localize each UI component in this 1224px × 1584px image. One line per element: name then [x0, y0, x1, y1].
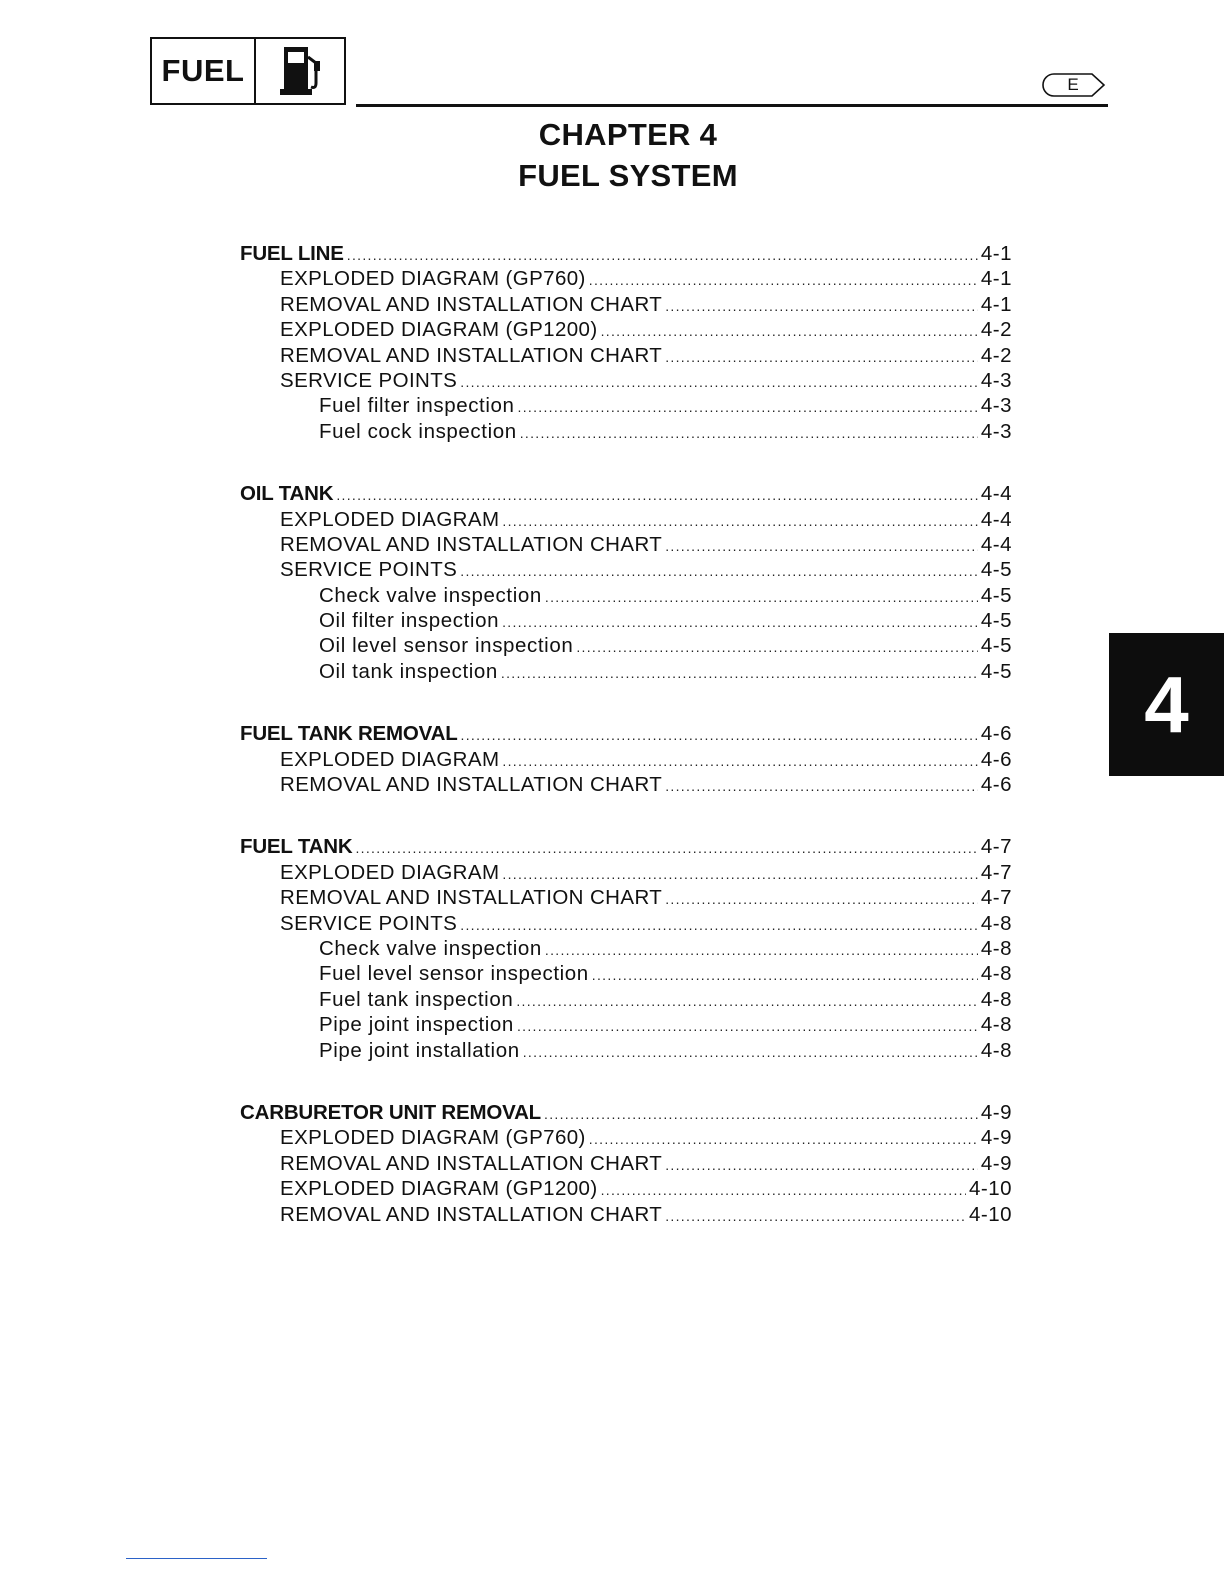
toc-subentry[interactable]: [240, 394, 1012, 419]
toc-subentry[interactable]: [240, 962, 1012, 987]
dot-leader: [601, 323, 978, 339]
toc-page-number: 4-8: [980, 962, 1012, 986]
dot-leader: [523, 1044, 978, 1060]
toc-page-number: 4-1: [980, 267, 1012, 291]
dot-leader: [665, 349, 978, 365]
dot-leader: [665, 891, 978, 907]
toc-entry-title: Fuel cock inspection: [319, 419, 517, 443]
dot-leader: [518, 399, 978, 415]
toc-page-number: 4-4: [980, 482, 1012, 506]
toc-entry-title: REMOVAL AND INSTALLATION CHART: [280, 1202, 663, 1226]
toc-section-carburetor-unit-removal[interactable]: [240, 1101, 1012, 1126]
section-gap: [240, 798, 1012, 835]
chapter-tab: [1109, 633, 1224, 776]
toc-entry-title: REMOVAL AND INSTALLATION CHART: [280, 343, 663, 367]
toc-subentry[interactable]: [240, 584, 1012, 609]
toc-entry-title: EXPLODED DIAGRAM: [280, 860, 500, 884]
toc-entry-title: SERVICE POINTS: [280, 911, 458, 935]
toc-entry[interactable]: [240, 886, 1012, 911]
toc-entry-title: Check valve inspection: [319, 936, 542, 960]
toc-entry-title: REMOVAL AND INSTALLATION CHART: [280, 886, 663, 910]
toc-subentry[interactable]: [240, 420, 1012, 445]
toc-page-number: 4-6: [980, 747, 1012, 771]
toc-page-number: 4-2: [980, 318, 1012, 342]
toc-page-number: 4-5: [980, 659, 1012, 683]
toc-page-number: 4-3: [980, 368, 1012, 392]
toc-page-number: 4-4: [980, 507, 1012, 531]
dot-leader: [520, 425, 978, 441]
toc-entry-title: Pipe joint inspection: [319, 1013, 514, 1037]
language-code: E: [1067, 75, 1079, 94]
toc-entry[interactable]: [240, 293, 1012, 318]
dot-leader: [589, 272, 978, 288]
toc-section-title: OIL TANK: [240, 482, 334, 506]
toc-entry[interactable]: [240, 748, 1012, 773]
dot-leader: [665, 538, 978, 554]
dot-leader: [545, 942, 978, 958]
language-badge: [1040, 72, 1106, 98]
toc-entry-title: Oil filter inspection: [319, 609, 500, 633]
toc-section-fuel-tank-removal[interactable]: [240, 722, 1012, 747]
toc-entry-title: REMOVAL AND INSTALLATION CHART: [280, 532, 663, 556]
dot-leader: [517, 1018, 978, 1034]
toc-entry-title: REMOVAL AND INSTALLATION CHART: [280, 292, 663, 316]
toc-entry[interactable]: [240, 508, 1012, 533]
toc-section-title: FUEL LINE: [240, 242, 344, 265]
toc-page-number: 4-8: [980, 1038, 1012, 1062]
toc-page-number: 4-7: [980, 835, 1012, 859]
toc-page-number: 4-3: [980, 419, 1012, 443]
toc-entry[interactable]: [240, 1152, 1012, 1177]
toc-entry-title: SERVICE POINTS: [280, 558, 458, 582]
toc-entry-title: EXPLODED DIAGRAM: [280, 747, 500, 771]
toc-page-number: 4-9: [980, 1151, 1012, 1175]
toc-page-number: 4-3: [980, 394, 1012, 418]
dot-leader: [589, 1131, 978, 1147]
dot-leader: [501, 665, 978, 681]
toc-entry[interactable]: [240, 369, 1012, 394]
toc-page-number: 4-8: [980, 987, 1012, 1011]
dot-leader: [502, 866, 977, 882]
toc-subentry[interactable]: [240, 660, 1012, 685]
toc-entry-title: SERVICE POINTS: [280, 368, 458, 392]
toc-section-fuel-tank[interactable]: [240, 835, 1012, 860]
dot-leader: [347, 247, 978, 263]
toc-section-title: CARBURETOR UNIT REMOVAL: [240, 1100, 541, 1124]
dot-leader: [665, 298, 978, 314]
fuel-pump-icon: [256, 39, 344, 103]
toc-entry-title: Fuel filter inspection: [319, 394, 515, 418]
toc-page-number: 4-1: [980, 292, 1012, 316]
dot-leader: [460, 374, 978, 390]
toc-subentry[interactable]: [240, 1013, 1012, 1038]
toc-entry[interactable]: [240, 267, 1012, 292]
toc-section-fuel-line[interactable]: [240, 242, 1012, 267]
toc-entry-title: EXPLODED DIAGRAM (GP1200): [280, 1177, 598, 1201]
dot-leader: [665, 1208, 966, 1224]
section-label: FUEL: [152, 39, 256, 103]
chapter-number-title: CHAPTER 4: [538, 117, 718, 152]
toc-page-number: 4-6: [980, 722, 1012, 746]
toc-entry[interactable]: [240, 1177, 1012, 1202]
toc-entry-title: REMOVAL AND INSTALLATION CHART: [280, 1151, 663, 1175]
toc-subentry[interactable]: [240, 634, 1012, 659]
toc-subentry[interactable]: [240, 1039, 1012, 1064]
toc-page-number: 4-10: [968, 1177, 1012, 1201]
toc-entry-title: Oil tank inspection: [319, 659, 498, 683]
dot-leader: [601, 1182, 966, 1198]
dot-leader: [461, 727, 978, 743]
dot-leader: [665, 778, 978, 794]
toc-entry-title: Fuel level sensor inspection: [319, 962, 589, 986]
toc-entry-title: EXPLODED DIAGRAM (GP760): [280, 267, 586, 291]
toc-entry[interactable]: [240, 558, 1012, 583]
toc-page-number: 4-4: [980, 532, 1012, 556]
dot-leader: [460, 563, 978, 579]
dot-leader: [502, 614, 978, 630]
toc-entry[interactable]: [240, 344, 1012, 369]
table-of-contents: [240, 242, 1012, 1228]
toc-entry-title: Oil level sensor inspection: [319, 634, 574, 658]
toc-entry[interactable]: [240, 1126, 1012, 1151]
toc-page-number: 4-7: [980, 886, 1012, 910]
toc-entry-title: EXPLODED DIAGRAM (GP1200): [280, 318, 598, 342]
toc-entry-title: EXPLODED DIAGRAM: [280, 507, 500, 531]
toc-page-number: 4-1: [980, 242, 1012, 265]
footer-rule: [126, 1558, 267, 1559]
dot-leader: [544, 1106, 978, 1122]
toc-page-number: 4-5: [980, 558, 1012, 582]
toc-section-title: FUEL TANK REMOVAL: [240, 722, 458, 746]
section-gap: [240, 685, 1012, 722]
dot-leader: [336, 487, 978, 503]
dot-leader: [576, 639, 978, 655]
toc-page-number: 4-8: [980, 1013, 1012, 1037]
toc-section-oil-tank[interactable]: [240, 482, 1012, 507]
toc-page-number: 4-5: [980, 609, 1012, 633]
toc-page-number: 4-7: [980, 860, 1012, 884]
toc-page-number: 4-9: [980, 1100, 1012, 1124]
toc-entry[interactable]: [240, 318, 1012, 343]
toc-entry[interactable]: [240, 912, 1012, 937]
toc-page-number: 4-6: [980, 773, 1012, 797]
dot-leader: [516, 993, 978, 1009]
toc-page-number: 4-8: [980, 936, 1012, 960]
dot-leader: [460, 917, 978, 933]
dot-leader: [592, 967, 978, 983]
toc-entry-title: REMOVAL AND INSTALLATION CHART: [280, 773, 663, 797]
toc-page-number: 4-5: [980, 583, 1012, 607]
section-gap: [240, 445, 1012, 482]
toc-entry-title: Fuel tank inspection: [319, 987, 514, 1011]
toc-page-number: 4-5: [980, 634, 1012, 658]
toc-entry-title: Pipe joint installation: [319, 1038, 520, 1062]
toc-entry[interactable]: [240, 1203, 1012, 1228]
chapter-name-title: FUEL SYSTEM: [518, 158, 738, 193]
toc-entry[interactable]: [240, 533, 1012, 558]
toc-page-number: 4-2: [980, 343, 1012, 367]
toc-subentry[interactable]: [240, 937, 1012, 962]
toc-entry-title: Check valve inspection: [319, 583, 542, 607]
dot-leader: [502, 513, 977, 529]
toc-page-number: 4-9: [980, 1126, 1012, 1150]
section-header-box: [150, 37, 346, 105]
toc-subentry[interactable]: [240, 988, 1012, 1013]
dot-leader: [545, 589, 978, 605]
toc-entry[interactable]: [240, 773, 1012, 798]
toc-page-number: 4-8: [980, 911, 1012, 935]
dot-leader: [355, 840, 977, 856]
toc-section-title: FUEL TANK: [240, 835, 353, 859]
chapter-tab-number: 4: [1144, 659, 1189, 749]
toc-page-number: 4-10: [968, 1202, 1012, 1226]
dot-leader: [502, 753, 977, 769]
toc-entry[interactable]: [240, 861, 1012, 886]
toc-subentry[interactable]: [240, 609, 1012, 634]
toc-entry-title: EXPLODED DIAGRAM (GP760): [280, 1126, 586, 1150]
section-gap: [240, 1064, 1012, 1101]
header-rule: [356, 104, 1108, 107]
dot-leader: [665, 1157, 978, 1173]
